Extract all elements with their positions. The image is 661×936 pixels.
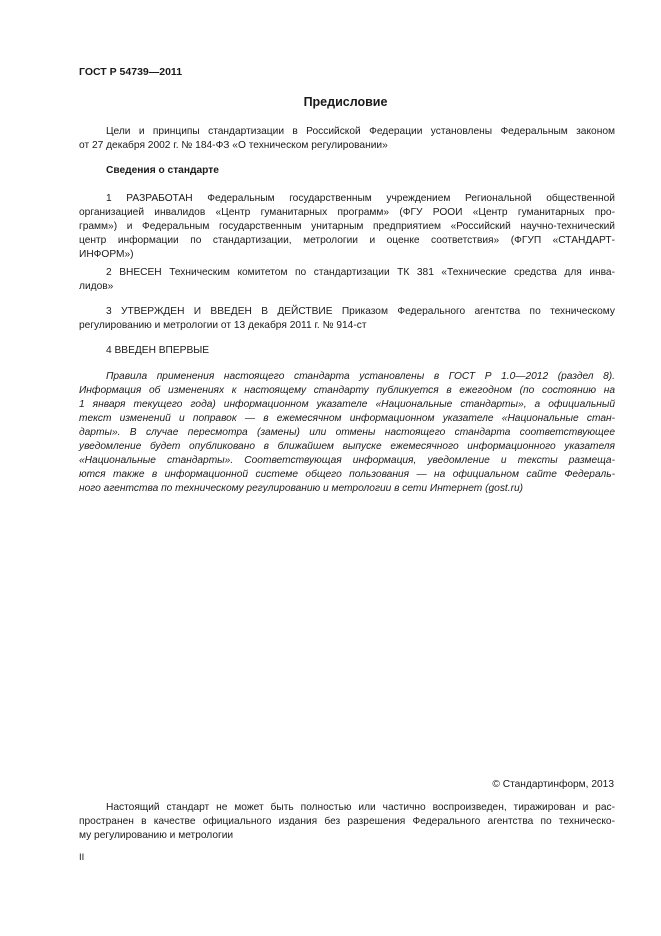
item-1-line: грамм») и Федеральным государственным унитарным предприятием «Российский научно-технический: [79, 221, 615, 232]
item-1-paragraph: [79, 192, 615, 262]
notice-line: ются также в информационной системе общего пользования — на официальном сайте Федераль-: [79, 469, 615, 480]
notice-line: «Национальные стандарты». Соответствующая информация, уведомление и тексты размеща-: [79, 455, 615, 466]
reproduction-paragraph: [79, 801, 615, 843]
item-2-line: лидов»: [79, 281, 114, 292]
item-1-line: 1 РАЗРАБОТАН Федеральным государственным учреждением Региональной общественной: [106, 193, 615, 204]
item-3-paragraph: [79, 305, 615, 333]
reproduction-line: пространен в качестве официального издания без разрешения Федерального агентства по техническо-: [79, 816, 615, 827]
document-header: ГОСТ Р 54739—2011: [79, 66, 183, 78]
reproduction-line: Настоящий стандарт не может быть полностью или частично воспроизведен, тиражирован и рас-: [106, 802, 615, 813]
item-4-paragraph: 4 ВВЕДЕН ВПЕРВЫЕ: [106, 345, 210, 356]
notice-line: 1 января текущего года) информационном указателе «Национальные стандарты», а официальный: [79, 399, 615, 410]
notice-line: ного агентства по техническому регулированию и метрологии в сети Интернет (gost.ru): [79, 483, 524, 494]
page-number: II: [79, 852, 85, 863]
item-1-line: ИНФОРМ»): [79, 249, 134, 260]
standard-info-heading: Сведения о стандарте: [106, 165, 219, 176]
intro-line: от 27 декабря 2002 г. № 184-ФЗ «О техническом регулировании»: [79, 140, 388, 151]
notice-line: Информация об изменениях к настоящему стандарту публикуется в ежегодном (по состоянию на: [79, 385, 615, 396]
intro-paragraph: [79, 125, 615, 153]
reproduction-line: му регулированию и метрологии: [79, 830, 234, 841]
item-2-paragraph: [79, 266, 615, 294]
notice-line: дарты». В случае пересмотра (замены) или отмены настоящего стандарта соответствующее: [79, 427, 615, 438]
item-2-line: 2 ВНЕСЕН Техническим комитетом по стандартизации ТК 381 «Технические средства для инва-: [106, 267, 615, 278]
intro-line: Цели и принципы стандартизации в Российской Федерации установлены Федеральным законом: [106, 126, 615, 137]
item-1-line: организацией инвалидов «Центр гуманитарных программ» (ФГУ РООИ «Центр гуманитарных про-: [79, 207, 615, 218]
notice-paragraph: [79, 370, 615, 496]
item-1-line: центр информации по стандартизации, метрологии и оценке соответствия» (ФГУП «СТАНДАРТ-: [79, 235, 615, 246]
notice-line: уведомление будет опубликовано в ближайшем выпуске ежемесячного информационного указателя: [79, 441, 615, 452]
notice-line: Правила применения настоящего стандарта установлены в ГОСТ Р 1.0—2012 (раздел 8).: [106, 371, 615, 382]
item-3-line: регулированию и метрологии от 13 декабря 2011 г. № 914-ст: [79, 320, 367, 331]
page-title: Предисловие: [303, 95, 388, 109]
copyright-notice: © Стандартинформ, 2013: [492, 779, 614, 790]
notice-line: текст изменений и поправок — в ежемесячном информационном указателе «Национальные стан-: [79, 413, 615, 424]
item-3-line: 3 УТВЕРЖДЕН И ВВЕДЕН В ДЕЙСТВИЕ Приказом Федерального агентства по техническому: [106, 306, 615, 317]
